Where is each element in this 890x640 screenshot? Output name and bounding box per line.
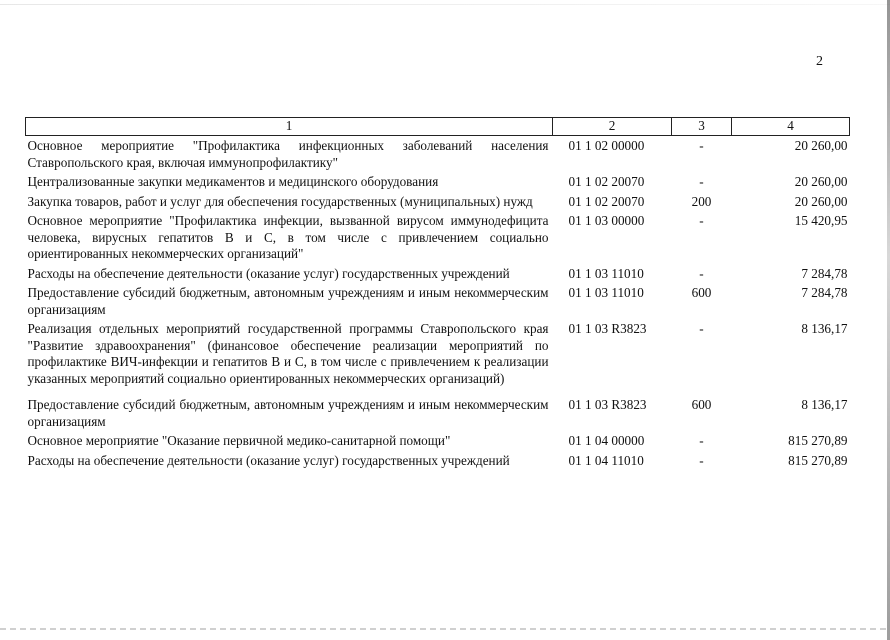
scan-edge-top	[0, 4, 890, 5]
row-type: 600	[691, 285, 712, 300]
table-row	[26, 283, 850, 319]
row-amount: 20 260,00	[794, 138, 848, 153]
row-code: 01 1 04 11010	[568, 452, 644, 468]
row-type: 200	[691, 193, 712, 209]
header-col-1: 1	[26, 118, 553, 136]
budget-table	[25, 117, 850, 470]
table-row	[26, 395, 850, 431]
row-type: -	[699, 433, 704, 448]
table-row	[26, 451, 850, 471]
table-row	[26, 319, 850, 395]
row-amount: 7 284,78	[801, 285, 848, 300]
row-code: 01 1 03 R3823	[568, 397, 647, 412]
row-type: -	[699, 265, 704, 281]
row-name: Расходы на обеспечение деятельности (оказание услуг) государственных учреждений	[27, 452, 510, 468]
row-name: Основное мероприятие "Профилактика инфекционных заболеваний населения Ставропольского края, включая иммунопрофилактику"	[27, 138, 549, 170]
row-type: -	[699, 321, 704, 336]
header-col-4: 4	[732, 118, 850, 136]
table-row	[26, 136, 850, 173]
row-name: Реализация отдельных мероприятий государственной программы Ставропольского края "Развитие здравоохранения" (финансовое обеспечение реализации мероприятий по профилактике ВИЧ-инфекции и гепатитов В и С, в том числе с привлечением к реализации указанных мероприятий социально ориентированных некоммерческих организаций)	[27, 321, 549, 386]
row-name: Расходы на обеспечение деятельности (оказание услуг) государственных учреждений	[27, 265, 510, 281]
table-row	[26, 264, 850, 284]
row-amount: 8 136,17	[801, 397, 848, 412]
row-amount: 15 420,95	[794, 213, 848, 228]
row-code: 01 1 02 20070	[568, 193, 645, 209]
table-row	[26, 192, 850, 212]
row-amount: 815 270,89	[788, 433, 848, 448]
row-type: -	[699, 174, 704, 189]
row-amount: 20 260,00	[794, 193, 848, 209]
table-row	[26, 211, 850, 264]
row-amount: 7 284,78	[801, 265, 848, 281]
row-type: -	[699, 213, 704, 228]
row-amount: 20 260,00	[794, 174, 848, 189]
row-code: 01 1 03 11010	[568, 265, 644, 281]
row-code: 01 1 02 20070	[568, 174, 645, 189]
row-code: 01 1 03 11010	[568, 285, 644, 300]
row-type: -	[699, 452, 704, 468]
table-body	[26, 136, 850, 471]
header-col-3: 3	[672, 118, 732, 136]
row-name: Предоставление субсидий бюджетным, автономным учреждениям и иным некоммерческим организациям	[27, 285, 549, 317]
row-code: 01 1 03 00000	[568, 213, 645, 228]
row-type: -	[699, 138, 704, 153]
table-row	[26, 172, 850, 192]
row-amount: 8 136,17	[801, 321, 848, 336]
row-code: 01 1 03 R3823	[568, 321, 647, 336]
row-name: Закупка товаров, работ и услуг для обеспечения государственных (муниципальных) нужд	[27, 193, 533, 209]
row-name: Централизованные закупки медикаментов и медицинского оборудования	[27, 174, 439, 189]
page-number: 2	[816, 54, 823, 69]
row-name: Предоставление субсидий бюджетным, автономным учреждениям и иным некоммерческим организациям	[27, 397, 549, 429]
row-name: Основное мероприятие "Профилактика инфекции, вызванной вирусом иммунодефицита человека, вирусных гепатитов В и С, в том числе с привлечением социально ориентированных некоммерческих организаций"	[27, 213, 549, 261]
row-name: Основное мероприятие "Оказание первичной медико-санитарной помощи"	[27, 433, 451, 448]
header-row	[26, 118, 850, 136]
table-row	[26, 431, 850, 451]
row-amount: 815 270,89	[788, 452, 848, 468]
table-header	[26, 118, 850, 136]
row-code: 01 1 02 00000	[568, 138, 645, 153]
header-col-2: 2	[553, 118, 672, 136]
row-code: 01 1 04 00000	[568, 433, 645, 448]
scan-edge-bottom	[0, 628, 890, 630]
row-type: 600	[691, 397, 712, 412]
